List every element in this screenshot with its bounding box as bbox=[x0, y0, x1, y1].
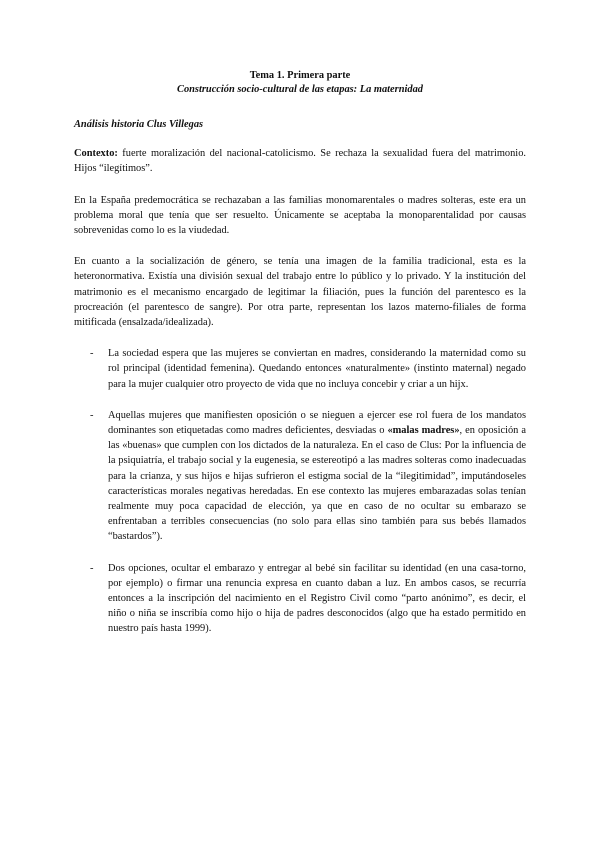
paragraph-2: En cuanto a la socialización de género, se tenía una imagen de la familia tradicional, esta es la heteronormativa. Existía una división sexual del trabajo entre lo público y lo privado. Y la institución del matrimonio es el mecanismo encargado de legitimar la filiación, pues la función del parentesco es la procreación (el parentesco de sangre). Por otra parte, representan los lazos materno-filiales de forma mitificada (ensalzada/idealizada). bbox=[74, 256, 526, 329]
paragraph-1: En la España predemocrática se rechazaban a las familias monomarentales o madres solteras, este era un problema moral que tenía que ser resuelto. Únicamente se aceptaba la monoparentalidad por causas sobrevenidas como lo es la viudedad. bbox=[74, 194, 526, 237]
title-line-2: Construcción socio-cultural de las etapas: La maternidad bbox=[177, 83, 423, 95]
document-content bbox=[74, 69, 526, 653]
bullet-text: La sociedad espera que las mujeres se conviertan en madres, considerando la maternidad como su rol principal (identidad femenina). Quedando entonces «naturalmente» (instinto maternal) negado para la mujer cualquier otro proyecto de vida que no incluya concebir y criar a un hijx. bbox=[108, 348, 526, 390]
bullet-item-1 bbox=[74, 346, 526, 392]
bullet-item-3 bbox=[74, 561, 526, 637]
bullet-text: Dos opciones, ocultar el embarazo y entregar al bebé sin facilitar su identidad (en una casa-torno, por ejemplo) o firmar una renuncia expresa en cuanto daban a luz. En ambos casos, se recurría entonces a la inscripción del nacimiento en el Registro Civil como “parto anónimo”, es decir, el niño o niña se inscribía como hijo o hija de padres desconocidos (algo que ha estado permitido en nuestro país hasta 1999). bbox=[108, 562, 526, 635]
context-paragraph bbox=[74, 146, 526, 176]
bullet-item-2 bbox=[74, 408, 526, 545]
document-title bbox=[74, 69, 526, 96]
context-label: Contexto: bbox=[74, 148, 118, 160]
bullet-text: Aquellas mujeres que manifiesten oposición o se nieguen a ejercer ese rol fuera de los mandatos dominantes son etiquetadas como madres deficientes, desviadas o bbox=[108, 409, 526, 437]
bullet-bold-text: «malas madres» bbox=[387, 425, 460, 437]
bullet-marker: - bbox=[90, 348, 94, 360]
bullet-marker: - bbox=[90, 562, 94, 574]
bullet-marker: - bbox=[90, 409, 94, 421]
bullet-text-continued: , en oposición a las «buenas» que cumplen con los dictados de la naturaleza. En el caso de Clus: Por la influencia de la psiquiatría, el trabajo social y la eugenesia, se estereotipó a las madres solteras como inadecuadas para la crianza, y sus hijos e hijas sufrieron el estigma social de la “ilegitimidad”, imputándoseles características morales negativas heredadas. En ese contexto las mujeres embarazadas solas tenían realmente muy poca capacidad de elección, ya que en caso de no ocultar su embarazo se enfrentaban a terribles consecuencias (no solo para ellas sino también para sus bebés llamados “bastardos”). bbox=[108, 425, 527, 543]
bullet-list bbox=[74, 346, 526, 636]
context-text: fuerte moralización del nacional-catolicismo. Se rechaza la sexualidad fuera del matrimonio. Hijos “ilegítimos”. bbox=[74, 148, 526, 175]
section-heading: Análisis historia Clus Villegas bbox=[74, 119, 204, 130]
title-line-1: Tema 1. Primera parte bbox=[249, 70, 351, 81]
